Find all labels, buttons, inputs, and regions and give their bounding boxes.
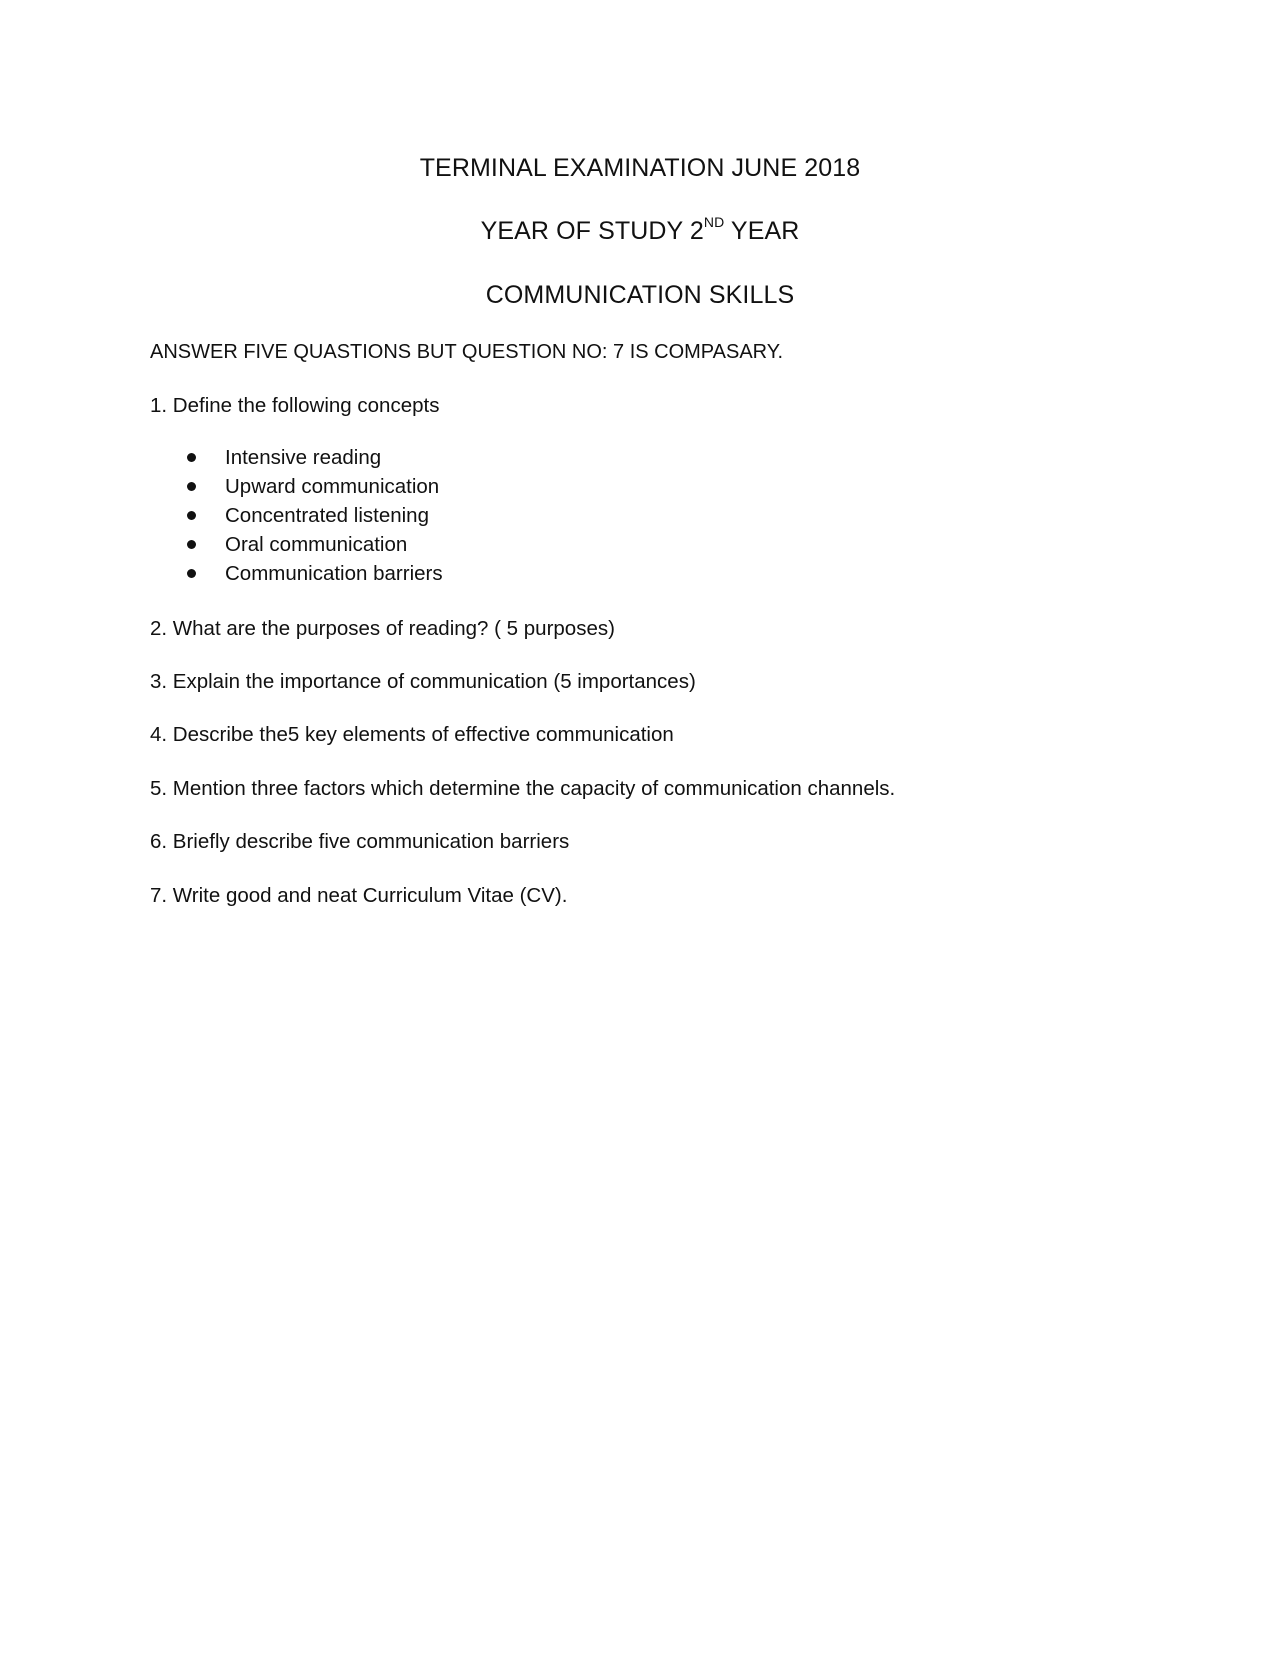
bullet-icon	[187, 482, 196, 491]
bullet-icon	[187, 511, 196, 520]
subject-title: COMMUNICATION SKILLS	[485, 281, 795, 309]
concept-text: Oral communication	[225, 533, 408, 556]
question-4: 4. Describe the5 key elements of effective communication	[150, 723, 674, 746]
question-1: 1. Define the following concepts	[150, 394, 440, 417]
question-6: 6. Briefly describe five communication barriers	[150, 830, 570, 853]
year-suffix: YEAR	[724, 217, 800, 245]
bullet-icon	[187, 540, 196, 549]
concept-text: Communication barriers	[225, 562, 443, 585]
question-2: 2. What are the purposes of reading? ( 5 purposes)	[150, 617, 615, 640]
concept-text: Concentrated listening	[225, 504, 429, 527]
year-ordinal-suffix: ND	[703, 214, 725, 230]
bullet-icon	[187, 569, 196, 578]
question-5: 5. Mention three factors which determine the capacity of communication channels.	[150, 777, 896, 800]
year-of-study	[0, 216, 1280, 249]
year-prefix: YEAR OF STUDY 2	[480, 217, 704, 245]
exam-instruction: ANSWER FIVE QUASTIONS BUT QUESTION NO: 7 IS COMPASARY.	[150, 341, 784, 363]
question-7: 7. Write good and neat Curriculum Vitae (CV).	[150, 884, 568, 907]
concept-text: Upward communication	[225, 475, 440, 498]
concept-text: Intensive reading	[225, 446, 382, 469]
exam-title: TERMINAL EXAMINATION JUNE 2018	[419, 154, 861, 182]
question-3: 3. Explain the importance of communication (5 importances)	[150, 670, 696, 693]
bullet-icon	[187, 453, 196, 462]
